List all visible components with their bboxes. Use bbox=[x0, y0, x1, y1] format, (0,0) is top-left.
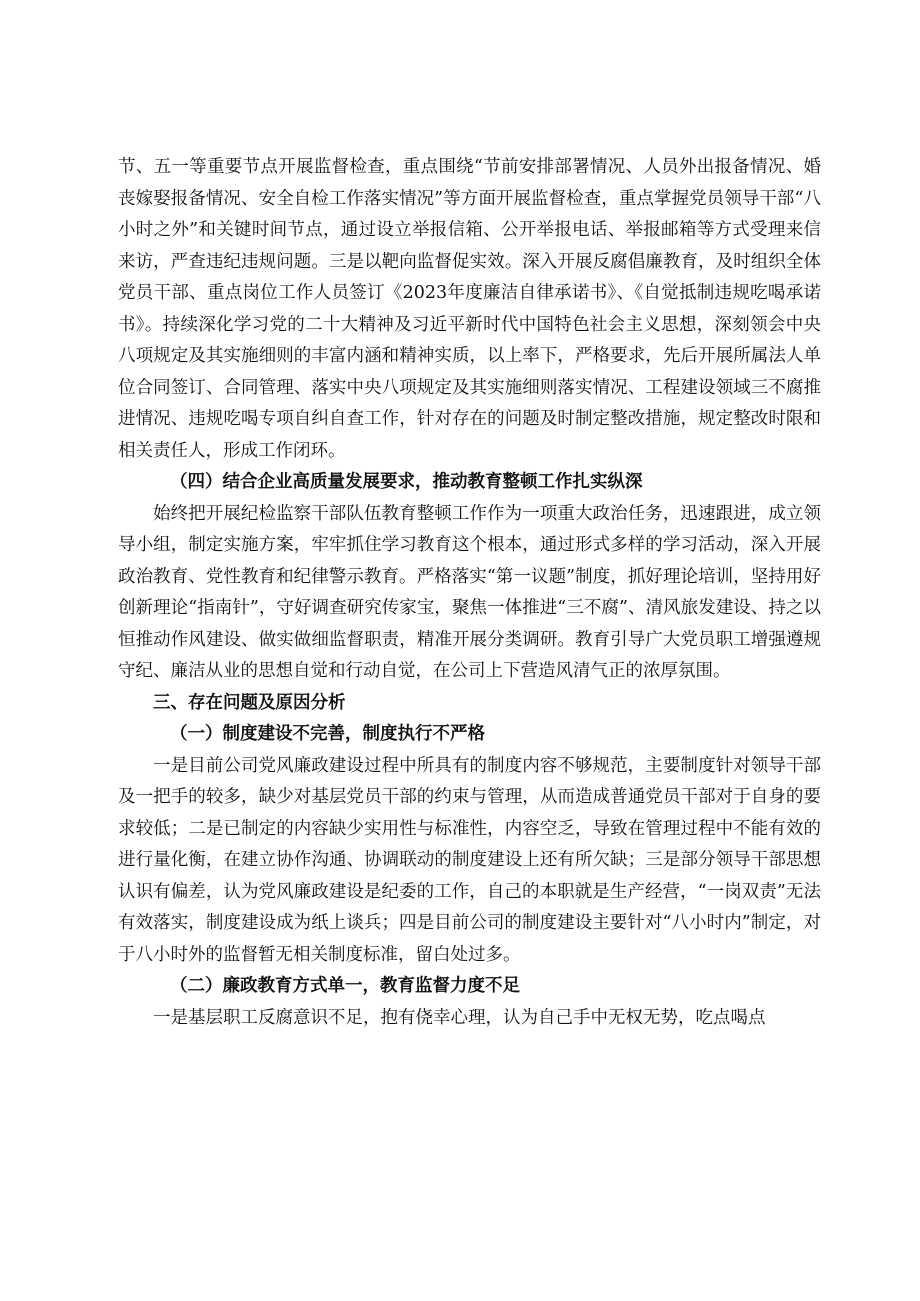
body-paragraph-system-building: 一是目前公司党风廉政建设过程中所具有的制度内容不够规范，主要制度针对领导干部及一把手的较多，缺少对基层党员干部的约束与管理，从而造成普通党员干部对于自身的要求较低；二是已制定的内容缺少实用性与标准性，内容空乏，导致在管理过程中不能有效的进行量化衡，在建立协作沟通、协调联动的制度建设上还有所欠缺；三是部分领导干部思想认识有偏差，认为党风廉政建设是纪委的工作，自己的本职就是生产经营，“一岗双责”无法有效落实，制度建设成为纸上谈兵；四是目前公司的制度建设主要针对“八小时内”制定，对于八小时外的监督暂无相关制度标准，留白处过多。 bbox=[118, 755, 821, 965]
subheading-four-education-rectification: （四）结合企业高质量发展要求，推动教育整顿工作扎实纵深 bbox=[170, 472, 643, 492]
document-page bbox=[118, 152, 821, 1034]
subheading-two-education-methods: （二）廉政教育方式单一，教育监督力度不足 bbox=[170, 976, 520, 996]
body-paragraph-monitoring: 节、五一等重要节点开展监督检查，重点围绕“节前安排部署情况、人员外出报备情况、婚丧嫁娶报备情况、安全自检工作落实情况”等方面开展监督检查，重点掌握党员领导干部“八小时之外”和关键时间节点，通过设立举报信箱、公开举报电话、举报邮箱等方式受理来信来访，严查违纪违规问题。三是以靶向监督促实效。深入开展反腐倡廉教育，及时组织全体党员干部、重点岗位工作人员签订《2023年度廉洁自律承诺书》、《自觉抵制违规吃喝承诺书》。持续深化学习党的二十大精神及习近平新时代中国特色社会主义思想，深刻领会中央八项规定及其实施细则的丰富内涵和精神实质，以上率下，严格要求，先后开展所属法人单位合同签订、合同管理、落实中央八项规定及其实施细则落实情况、工程建设领域三不腐推进情况、违规吃喝专项自纠自查工作，针对存在的问题及时制定整改措施，规定整改时限和相关责任人，形成工作闭环。 bbox=[118, 157, 821, 461]
section-heading-problems-analysis: 三、存在问题及原因分析 bbox=[153, 692, 346, 713]
body-paragraph-education-methods: 一是基层职工反腐意识不足，抱有侥幸心理，认为自己手中无权无势，吃点喝点 bbox=[153, 1007, 766, 1028]
subheading-one-system-building: （一）制度建设不完善，制度执行不严格 bbox=[170, 724, 485, 744]
body-paragraph-education-rectification: 始终把开展纪检监察干部队伍教育整顿工作作为一项重大政治任务，迅速跟进，成立领导小组，制定实施方案，牢牢抓住学习教育这个根本，通过形式多样的学习活动，深入开展政治教育、党性教育和纪律警示教育。严格落实“第一议题”制度，抓好理论培训，坚持用好创新理论“指南针”，守好调查研究传家宝，聚焦一体推进“三不腐”、清风旅发建设、持之以恒推动作风建设、做实做细监督职责，精准开展分类调研。教育引导广大党员职工增强遵规守纪、廉洁从业的思想自觉和行动自觉，在公司上下营造风清气正的浓厚氛围。 bbox=[118, 503, 821, 681]
